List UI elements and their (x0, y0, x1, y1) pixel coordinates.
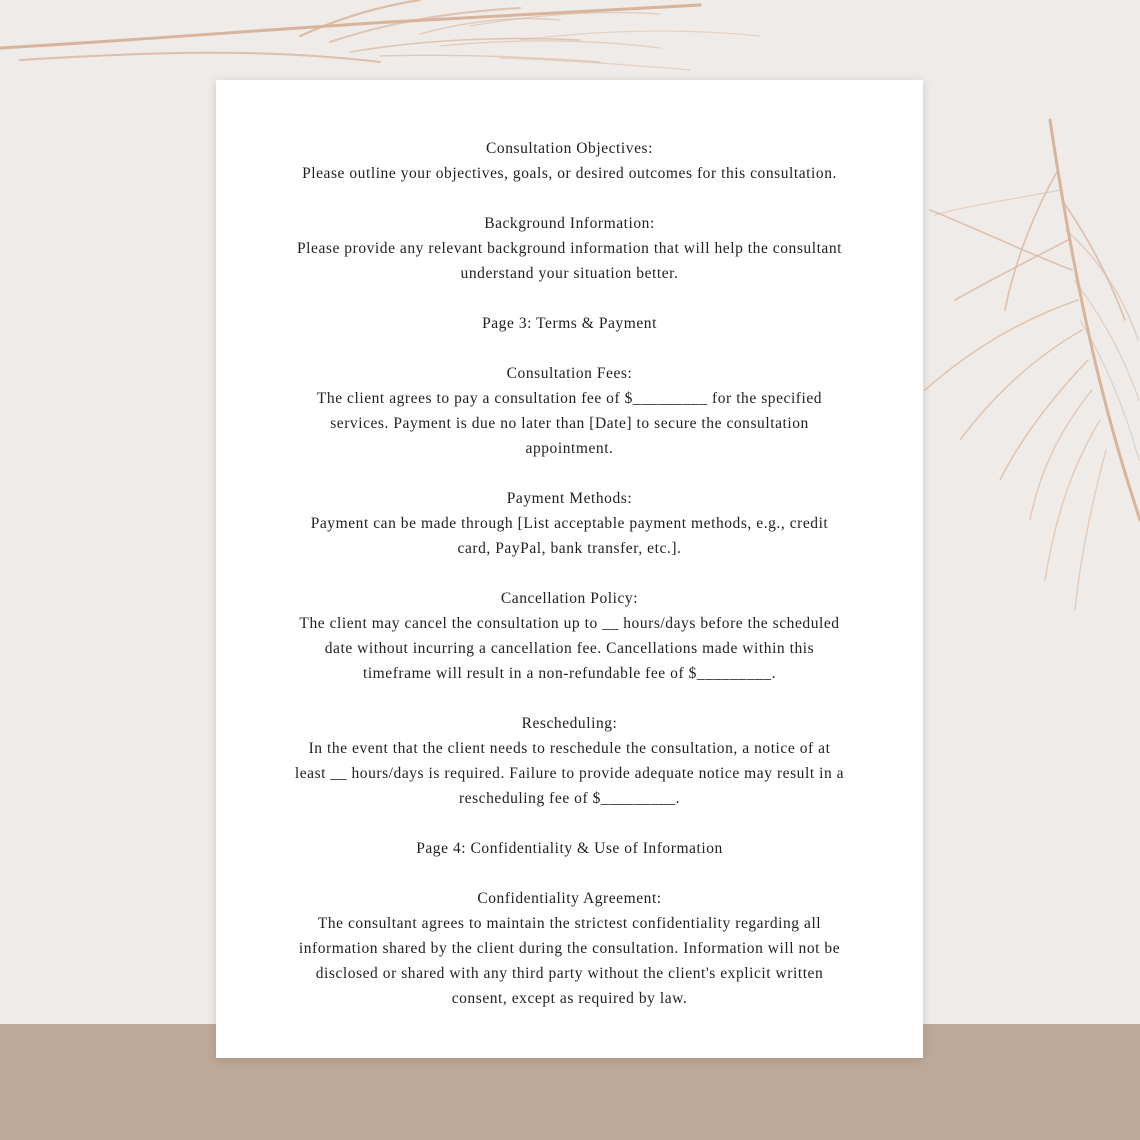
section-body-line: rescheduling fee of $_________. (458, 790, 681, 807)
page-4-title: Page 4: Confidentiality & Use of Information (416, 840, 723, 857)
section-body-line: Payment can be made through [List acceptable payment methods, e.g., credit (310, 515, 829, 532)
section-body-line: The client agrees to pay a consultation fee of $_________ for the specified (316, 390, 823, 407)
document-page (216, 80, 923, 1058)
section-heading: Rescheduling: (521, 715, 618, 732)
pampas-grass-right-plume (925, 120, 1140, 610)
section-body-line: services. Payment is due no later than [Date] to secure the consultation (330, 415, 809, 432)
section-body-line: Please outline your objectives, goals, or desired outcomes for this consultation. (302, 165, 837, 182)
section-cancellation-policy (256, 586, 883, 686)
section-body-line: appointment. (525, 440, 614, 457)
section-heading: Confidentiality Agreement: (477, 890, 662, 907)
page-3-title: Page 3: Terms & Payment (482, 315, 657, 332)
section-heading: Background Information: (484, 215, 655, 232)
pampas-grass-top-stem (0, 0, 760, 70)
section-body-line: In the event that the client needs to reschedule the consultation, a notice of at (308, 740, 831, 757)
section-heading: Payment Methods: (506, 490, 633, 507)
section-heading: Consultation Objectives: (486, 140, 653, 157)
section-rescheduling (256, 711, 883, 811)
section-heading: Cancellation Policy: (500, 590, 639, 607)
section-background-information (256, 211, 883, 286)
section-body-line: The client may cancel the consultation up to __ hours/days before the scheduled (299, 615, 840, 632)
section-consultation-objectives (256, 136, 883, 186)
section-confidentiality-agreement (256, 886, 883, 1011)
section-body-line: card, PayPal, bank transfer, etc.]. (457, 540, 682, 557)
section-body-line: Please provide any relevant background information that will help the consultant (296, 240, 843, 257)
section-body-line: disclosed or shared with any third party without the client's explicit written (315, 965, 824, 982)
section-body-line: consent, except as required by law. (451, 990, 688, 1007)
section-body-line: timeframe will result in a non-refundable fee of $_________. (362, 665, 777, 682)
section-payment-methods (256, 486, 883, 561)
section-consultation-fees (256, 361, 883, 461)
section-body-line: least __ hours/days is required. Failure to provide adequate notice may result in a (294, 765, 845, 782)
section-body-line: date without incurring a cancellation fee. Cancellations made within this (324, 640, 815, 657)
section-body-line: The consultant agrees to maintain the strictest confidentiality regarding all (317, 915, 822, 932)
section-body-line: information shared by the client during the consultation. Information will not be (298, 940, 841, 957)
section-heading: Consultation Fees: (506, 365, 633, 382)
document-content (256, 136, 883, 1011)
section-body-line: understand your situation better. (460, 265, 679, 282)
